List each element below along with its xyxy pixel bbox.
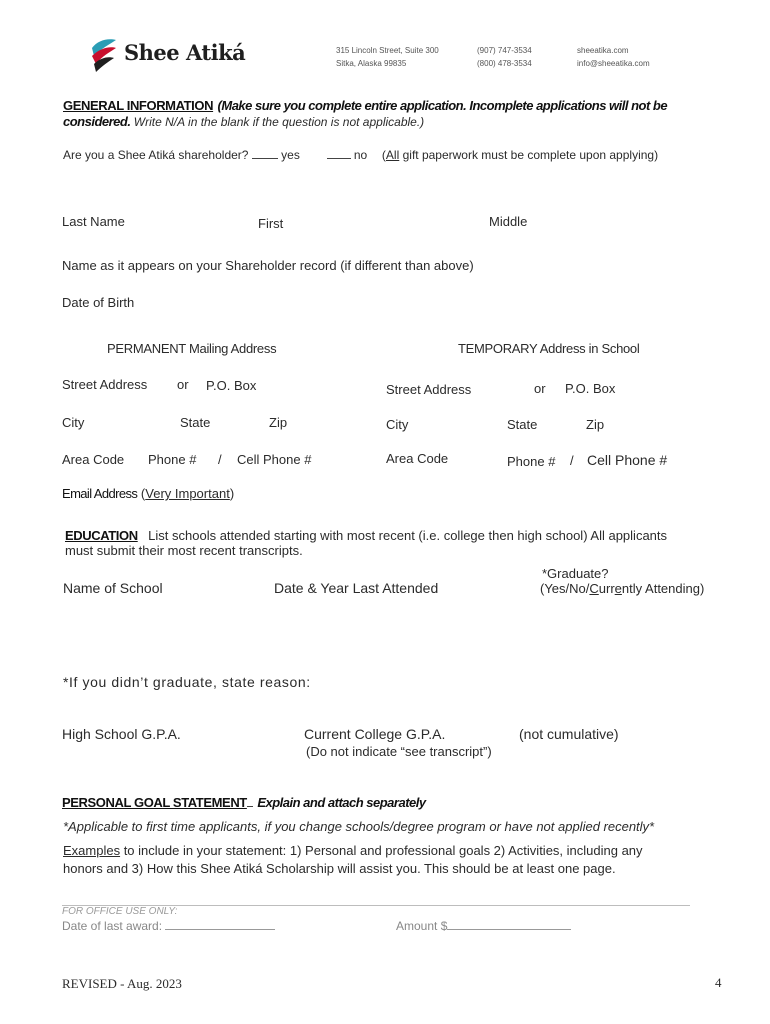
shareholder-question: Are you a Shee Atiká shareholder? yes no (All gift paperwork must be complete upon applying) (63, 148, 659, 162)
permanent-address-heading: PERMANENT Mailing Address (107, 341, 277, 356)
shareholder-name-label: Name as it appears on your Shareholder record (if different than above) (62, 258, 474, 273)
personal-goal-heading: PERSONAL GOAL STATEMENT (62, 795, 247, 810)
temp-zip-label: Zip (586, 417, 605, 432)
temp-city-label: City (386, 417, 409, 432)
amount-line: Amount $ (396, 919, 571, 933)
graduate-column-options: (Yes/No/Currently Attending) (540, 581, 705, 596)
transcript-note: (Do not indicate “see transcript”) (306, 744, 492, 759)
page-number: 4 (715, 975, 722, 990)
date-attended-column: Date & Year Last Attended (274, 580, 439, 596)
email-label: Email Address (62, 486, 138, 501)
temp-slash: / (570, 453, 574, 468)
temporary-address-heading: TEMPORARY Address in School (458, 341, 640, 356)
perm-phone-label: Phone # (148, 452, 197, 467)
perm-zip-label: Zip (269, 415, 288, 430)
temp-state-label: State (507, 417, 538, 432)
temp-po-box-label: P.O. Box (565, 381, 616, 396)
perm-state-label: State (180, 415, 211, 430)
examples-line-1: Examples to include in your statement: 1) Personal and professional goals 2) Activities, including any (63, 843, 643, 858)
perm-po-box-label: P.O. Box (206, 378, 257, 393)
general-info-heading-line: GENERAL INFORMATION (Make sure you complete entire application. Incomplete applications will not be (63, 98, 668, 113)
last-name-label: Last Name (62, 214, 125, 229)
perm-city-label: City (62, 415, 85, 430)
personal-goal-heading-line: PERSONAL GOAL STATEMENT Explain and attach separately (62, 795, 426, 810)
shareholder-yes-blank[interactable] (252, 148, 278, 159)
perm-slash: / (218, 452, 222, 467)
email-note: Very Important (145, 486, 230, 501)
perm-street-label: Street Address (62, 377, 148, 392)
graduate-column: *Graduate? (542, 566, 609, 581)
shareholder-no-blank[interactable] (327, 148, 351, 159)
header-address: 315 Lincoln Street, Suite 300 Sitka, Alaska 99835 (336, 46, 439, 68)
hs-gpa-label: High School G.P.A. (62, 726, 181, 742)
last-award-line: Date of last award: (62, 919, 275, 933)
first-name-label: First (258, 216, 284, 231)
school-name-column: Name of School (63, 580, 163, 596)
perm-area-code-label: Area Code (62, 452, 125, 467)
education-heading-line: EDUCATION List schools attended starting with most recent (i.e. college then high school) All applicants (65, 528, 668, 543)
general-info-heading: GENERAL INFORMATION (63, 98, 214, 113)
temp-cell-label: Cell Phone # (587, 452, 668, 468)
temp-or-label: or (534, 381, 546, 396)
last-award-blank[interactable] (165, 919, 275, 930)
applicable-note: *Applicable to first time applicants, if you change schools/degree program or have not applied recently* (63, 819, 655, 834)
office-use-label: FOR OFFICE USE ONLY: (62, 906, 178, 917)
general-info-note: considered. Write N/A in the blank if the question is not applicable.) (63, 114, 425, 129)
temp-area-code-label: Area Code (386, 451, 449, 466)
revised-date: REVISED - Aug. 2023 (62, 976, 182, 991)
temp-street-label: Street Address (386, 382, 472, 397)
header-contact: sheeatika.com info@sheeatika.com (577, 46, 650, 68)
college-gpa-label: Current College G.P.A. (304, 726, 446, 742)
header-phones: (907) 747-3534 (800) 478-3534 (477, 46, 532, 68)
education-desc: must submit their most recent transcripts. (65, 543, 303, 558)
middle-name-label: Middle (489, 214, 528, 229)
education-heading: EDUCATION (65, 528, 138, 543)
not-cumulative-note: (not cumulative) (519, 726, 619, 742)
perm-or-label: or (177, 377, 189, 392)
brand-name: Shee Atiká (124, 40, 246, 65)
shee-atika-logo-icon (88, 34, 120, 74)
email-label-line: Email Address (Very Important) (62, 486, 235, 501)
examples-line-2: honors and 3) How this Shee Atiká Scholarship will assist you. This should be at least one page. (63, 861, 616, 876)
perm-cell-label: Cell Phone # (237, 452, 312, 467)
date-of-birth-label: Date of Birth (62, 295, 135, 310)
amount-blank[interactable] (447, 919, 571, 930)
graduate-reason-label: *If you didn’t graduate, state reason: (63, 674, 311, 690)
temp-phone-label: Phone # (507, 454, 556, 469)
